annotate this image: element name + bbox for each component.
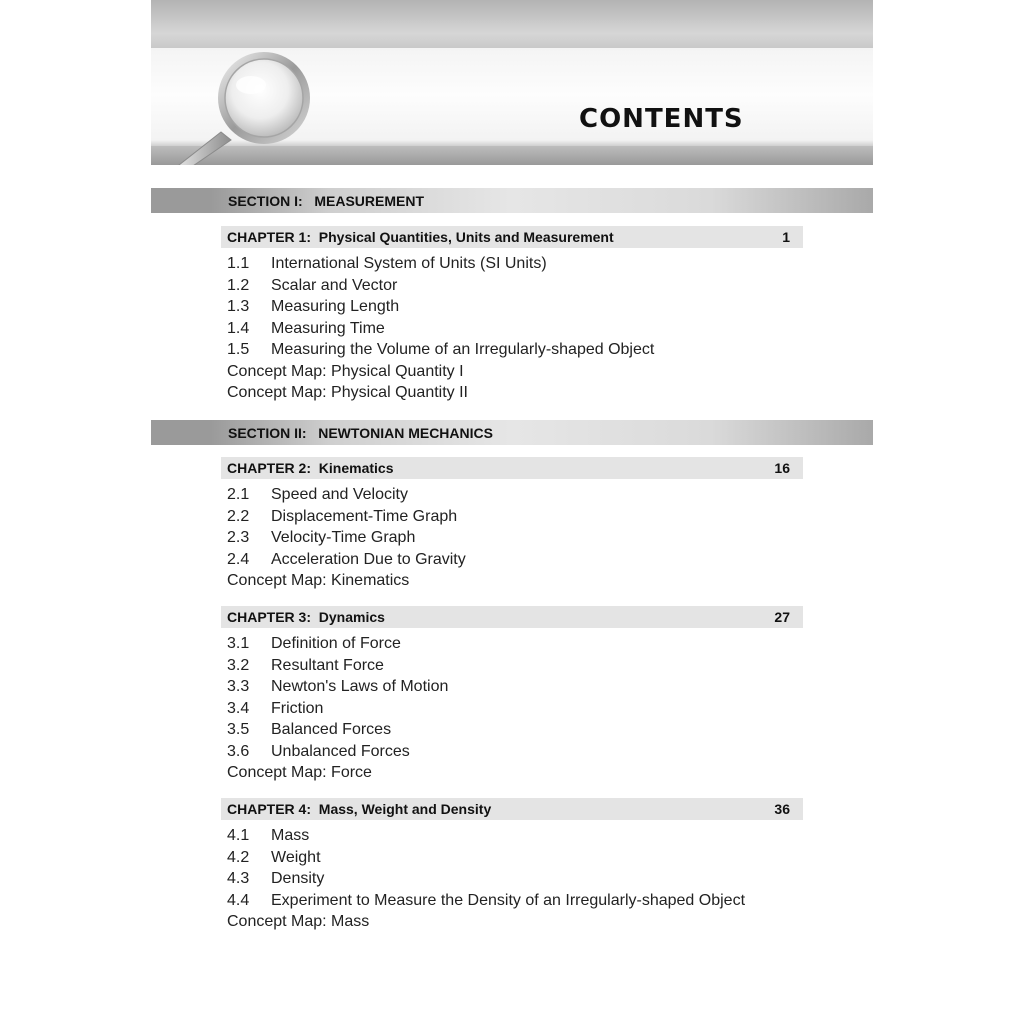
toc-entry (227, 825, 827, 847)
chapter-bar-2 (221, 457, 803, 479)
concept-map-entry (227, 570, 827, 592)
entry-title: Friction (271, 699, 324, 717)
entry-title: Definition of Force (271, 635, 401, 652)
entry-title: Unbalanced Forces (271, 742, 410, 760)
toc-entry (227, 868, 827, 890)
entry-title: Resultant Force (271, 656, 384, 674)
entry-number: 3.2 (227, 656, 250, 674)
concept-map-entry (227, 911, 827, 933)
entry-title: Concept Map: Kinematics (227, 572, 410, 589)
section-bar-newtonian-mechanics (151, 420, 873, 445)
entry-number: 3.1 (227, 635, 250, 652)
entry-number: 2.1 (227, 486, 250, 503)
toc-entry (227, 741, 827, 763)
entry-title: Speed and Velocity (271, 486, 408, 503)
chapter-page-number: 36 (774, 801, 790, 817)
entry-number: 2.3 (227, 529, 250, 546)
entry-number: 2.2 (227, 507, 250, 525)
contents-banner (151, 0, 873, 165)
toc-entry (227, 484, 827, 506)
chapter-title: CHAPTER 4: Mass, Weight and Density (227, 801, 492, 817)
chapter-2-entries (227, 484, 827, 592)
toc-entry (227, 847, 827, 869)
entry-title: Concept Map: Physical Quantity II (227, 384, 468, 401)
section-label: SECTION II: NEWTONIAN MECHANICS (228, 425, 493, 441)
entry-title: Measuring Time (271, 319, 385, 337)
entry-number: 1.3 (227, 298, 250, 315)
entry-title: Concept Map: Physical Quantity I (227, 362, 464, 380)
page-title: CONTENTS (579, 104, 744, 134)
toc-entry (227, 318, 827, 340)
entry-number: 1.2 (227, 276, 250, 294)
chapter-page-number: 27 (774, 609, 790, 625)
entry-number: 2.4 (227, 550, 250, 568)
entry-number: 1.4 (227, 319, 250, 337)
chapter-3-entries (227, 633, 827, 784)
section-label: SECTION I: MEASUREMENT (228, 193, 425, 209)
toc-entry (227, 296, 827, 318)
entry-title: Weight (271, 848, 321, 866)
toc-entry (227, 633, 827, 655)
entry-number: 3.5 (227, 721, 250, 738)
entry-title: Scalar and Vector (271, 276, 398, 294)
chapter-bar-1 (221, 226, 803, 248)
toc-entry (227, 676, 827, 698)
entry-number: 4.2 (227, 848, 250, 866)
chapter-4-entries (227, 825, 827, 933)
concept-map-entry (227, 762, 827, 784)
toc-entry (227, 698, 827, 720)
chapter-title: CHAPTER 1: Physical Quantities, Units and Measurement (227, 229, 614, 245)
entry-number: 3.4 (227, 699, 250, 717)
entry-title: Displacement-Time Graph (271, 507, 458, 525)
chapter-bar-3 (221, 606, 803, 628)
entry-number: 1.5 (227, 341, 250, 358)
toc-entry (227, 549, 827, 571)
entry-title: Experiment to Measure the Density of an Irregularly-shaped Object (271, 891, 746, 909)
entry-title: International System of Units (SI Units) (271, 255, 547, 272)
toc-entry (227, 719, 827, 741)
concept-map-entry (227, 361, 827, 383)
entry-title: Density (271, 870, 325, 887)
chapter-1-entries (227, 253, 827, 404)
entry-number: 4.1 (227, 827, 250, 844)
toc-entry (227, 253, 827, 275)
chapter-bar-4 (221, 798, 803, 820)
chapter-page-number: 1 (782, 229, 790, 245)
entry-title: Concept Map: Force (227, 764, 372, 781)
entry-title: Measuring Length (271, 298, 400, 315)
toc-entry (227, 655, 827, 677)
entry-title: Concept Map: Mass (227, 913, 370, 930)
entry-number: 3.3 (227, 678, 250, 695)
chapter-page-number: 16 (774, 460, 790, 476)
entry-title: Newton's Laws of Motion (271, 678, 449, 695)
toc-entry (227, 275, 827, 297)
section-bar-measurement (151, 188, 873, 213)
chapter-title: CHAPTER 2: Kinematics (227, 460, 394, 476)
chapter-title: CHAPTER 3: Dynamics (227, 609, 385, 625)
entry-title: Velocity-Time Graph (271, 529, 416, 546)
entry-title: Measuring the Volume of an Irregularly-shaped Object (271, 341, 655, 358)
magnifying-glass-icon (159, 40, 329, 165)
entry-title: Mass (271, 827, 310, 844)
entry-title: Acceleration Due to Gravity (271, 550, 466, 568)
entry-number: 4.4 (227, 891, 250, 909)
entry-number: 1.1 (227, 255, 250, 272)
entry-title: Balanced Forces (271, 721, 392, 738)
entry-number: 4.3 (227, 870, 250, 887)
toc-entry (227, 890, 827, 912)
concept-map-entry (227, 382, 827, 404)
toc-entry (227, 339, 827, 361)
entry-number: 3.6 (227, 742, 250, 760)
toc-entry (227, 527, 827, 549)
toc-entry (227, 506, 827, 528)
